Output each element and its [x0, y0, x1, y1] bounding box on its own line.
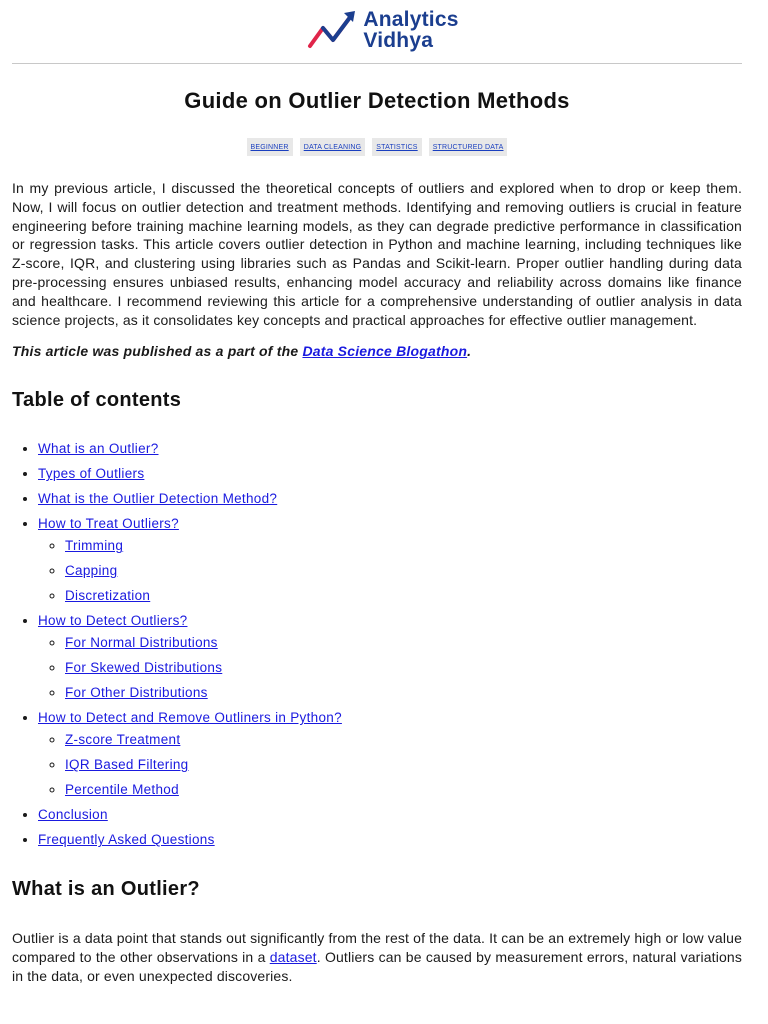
- tag-list: [12, 138, 742, 156]
- toc-item: [38, 806, 742, 824]
- toc-subitem: [65, 684, 742, 702]
- toc-subitem: [65, 537, 742, 555]
- analytics-vidhya-logo-icon: [307, 8, 359, 52]
- article-title: Guide on Outlier Detection Methods: [184, 88, 570, 113]
- toc-link-iqr-filtering[interactable]: IQR Based Filtering: [65, 757, 189, 773]
- toc-link-conclusion[interactable]: Conclusion: [38, 807, 108, 823]
- toc-link-types-of-outliers[interactable]: Types of Outliers: [38, 466, 145, 482]
- toc-item: [38, 515, 742, 605]
- toc-link-other-distributions[interactable]: For Other Distributions: [65, 685, 208, 701]
- toc-link-detection-method[interactable]: What is the Outlier Detection Method?: [38, 491, 278, 507]
- toc-item: [38, 831, 742, 849]
- toc-link-discretization[interactable]: Discretization: [65, 588, 151, 604]
- tag-data-cleaning[interactable]: DATA CLEANING: [300, 138, 366, 156]
- logo-line-1: Analytics: [363, 8, 459, 31]
- logo-line-2: Vidhya: [363, 29, 434, 52]
- toc-link-zscore-treatment[interactable]: Z-score Treatment: [65, 732, 181, 748]
- toc-sublist: [38, 634, 742, 702]
- toc-sublist: [38, 537, 742, 605]
- logo-wordmark: [363, 9, 458, 51]
- toc-subitem: [65, 731, 742, 749]
- article-page: [12, 0, 742, 986]
- blogathon-link[interactable]: Data Science Blogathon: [302, 343, 468, 360]
- table-of-contents: [12, 440, 742, 849]
- tag-beginner[interactable]: BEGINNER: [247, 138, 293, 156]
- blogathon-note-prefix: This article was published as a part of the: [12, 343, 303, 360]
- site-logo[interactable]: [307, 8, 458, 52]
- toc-item: [38, 612, 742, 702]
- toc-link-faq[interactable]: Frequently Asked Questions: [38, 832, 215, 848]
- blogathon-note: [12, 342, 742, 360]
- toc-link-treat-outliers[interactable]: How to Treat Outliers?: [38, 516, 179, 532]
- section-heading-what-is-outlier: What is an Outlier?: [12, 878, 200, 901]
- toc-subitem: [65, 781, 742, 799]
- toc-link-skewed-distributions[interactable]: For Skewed Distributions: [65, 660, 223, 676]
- section-text-before-link: Outlier is a data point that stands out significantly from the rest of the data. It can be an extremely high or low value compared to the other observations in a: [12, 930, 742, 966]
- dataset-link[interactable]: dataset: [269, 949, 317, 966]
- toc-item: [38, 490, 742, 508]
- toc-heading: Table of contents: [12, 389, 182, 412]
- toc-subitem: [65, 587, 742, 605]
- toc-link-normal-distributions[interactable]: For Normal Distributions: [65, 635, 218, 651]
- toc-subitem: [65, 659, 742, 677]
- toc-item: [38, 440, 742, 458]
- toc-subitem: [65, 634, 742, 652]
- toc-link-detect-outliers[interactable]: How to Detect Outliers?: [38, 613, 188, 629]
- toc-subitem: [65, 562, 742, 580]
- toc-link-capping[interactable]: Capping: [65, 563, 118, 579]
- toc-link-what-is-outlier[interactable]: What is an Outlier?: [38, 441, 159, 457]
- section-paragraph: [12, 929, 742, 985]
- toc-sublist: [38, 731, 742, 799]
- tag-statistics[interactable]: STATISTICS: [372, 138, 421, 156]
- section-text-after-link: . Outliers can be caused by measurement errors, natural variations in the data, or even unexpected discoveries.: [12, 949, 743, 984]
- toc-link-trimming[interactable]: Trimming: [65, 538, 124, 554]
- toc-item: [38, 465, 742, 483]
- site-header: [12, 0, 742, 64]
- tag-structured-data[interactable]: STRUCTURED DATA: [429, 138, 508, 156]
- intro-paragraph: In my previous article, I discussed the theoretical concepts of outliers and explored when to drop or keep them. Now, I will focus on outlier detection and treatment methods. Identifying and removing outliers is crucial in feature engineering before training machine learning models, as they can degrade predictive performance in classification or regression tasks. This article covers outlier detection in Python and machine learning, including techniques like Z-score, IQR, and clustering using libraries such as Pandas and Scikit-learn. Proper outlier handling during data pre-processing ensures unbiased results, enhancing model accuracy and reliability across domains like finance and healthcare. I recommend reviewing this article for a comprehensive understanding of outlier analysis in data science projects, as it consolidates key concepts and practical approaches for effective outlier management.: [12, 180, 742, 328]
- toc-item: [38, 709, 742, 799]
- toc-subitem: [65, 756, 742, 774]
- blogathon-note-suffix: .: [467, 343, 472, 360]
- toc-link-percentile-method[interactable]: Percentile Method: [65, 782, 179, 798]
- toc-link-detect-remove-python[interactable]: How to Detect and Remove Outliners in Python?: [38, 710, 342, 726]
